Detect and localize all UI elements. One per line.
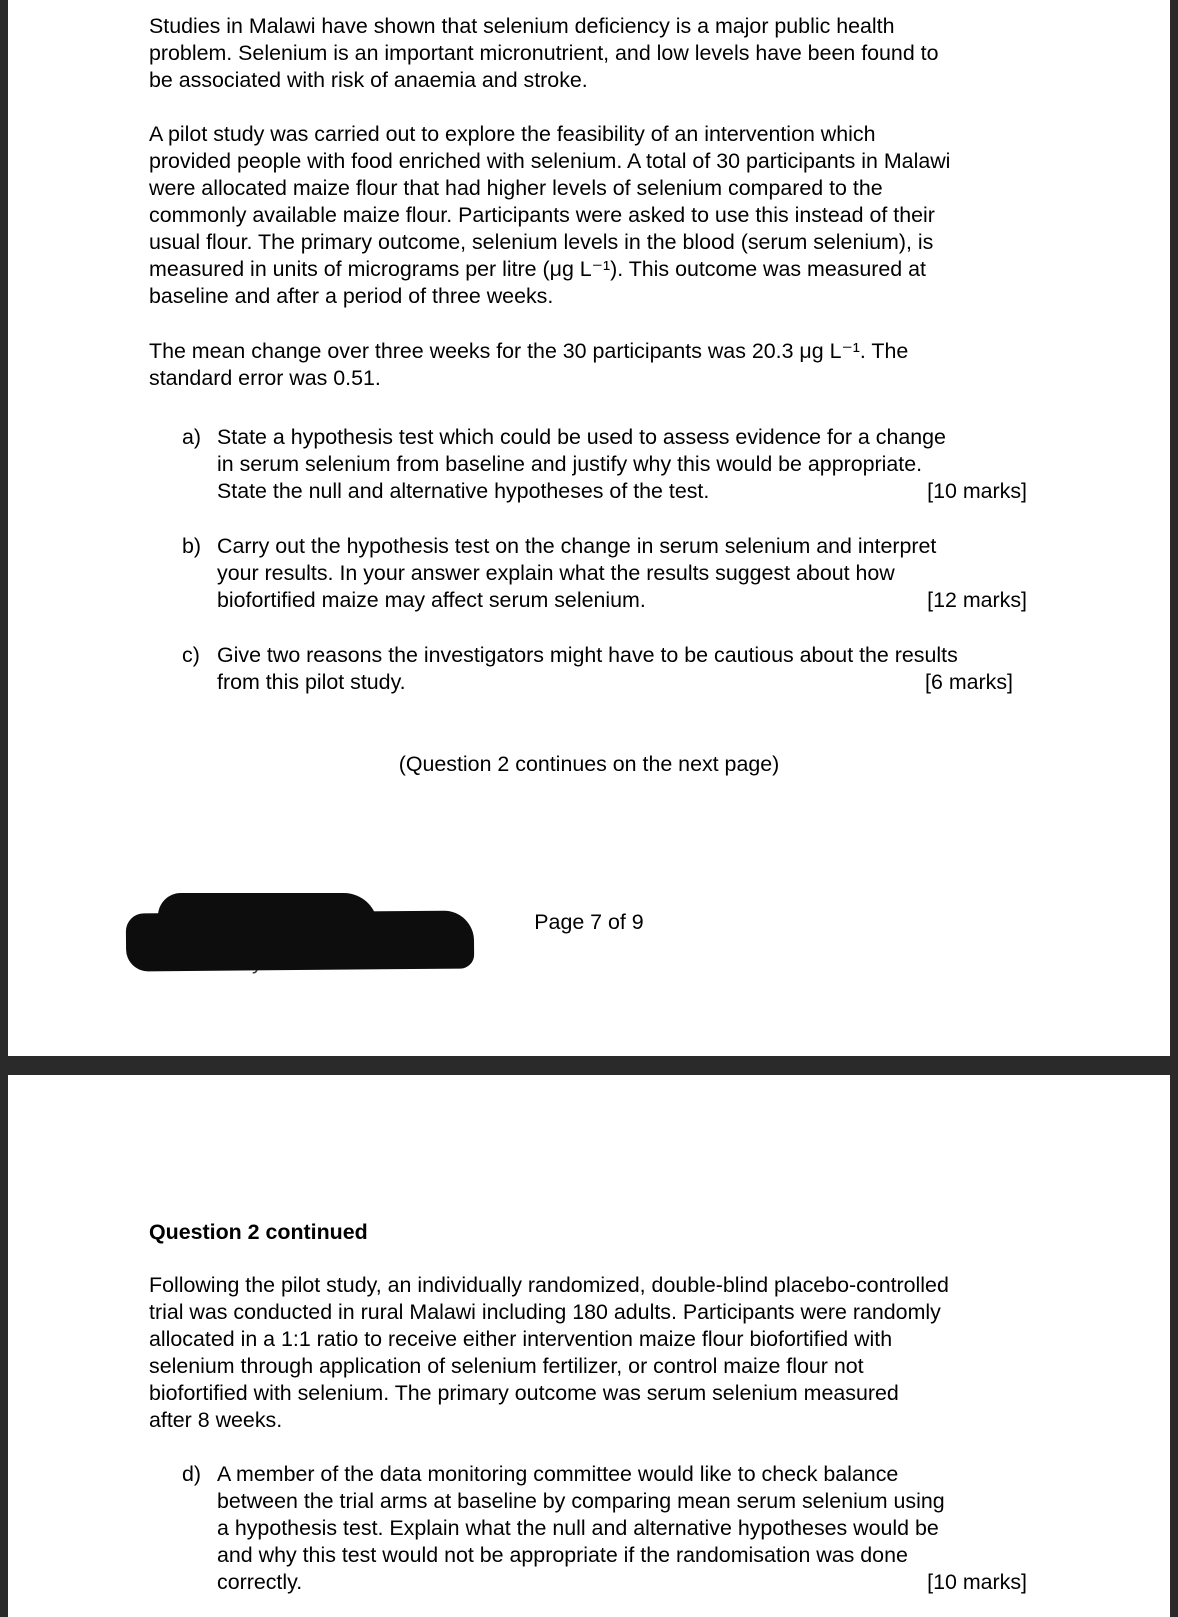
continues-note: (Question 2 continues on the next page) [398,752,780,776]
text-line: selenium through application of selenium fertilizer, or control maize flour not [149,1354,864,1378]
text-line: trial was conducted in rural Malawi including 180 adults. Participants were randomly [149,1300,941,1324]
text-line: A pilot study was carried out to explore the feasibility of an intervention which [149,122,876,146]
document-page-8 [8,1075,1170,1617]
text-line: usual flour. The primary outcome, selenium levels in the blood (serum selenium), is [149,230,934,254]
text-line [217,478,1047,505]
page-number: Page 7 of 9 [534,910,644,934]
text-line: were allocated maize flour that had higher levels of selenium compared to the [149,176,883,200]
question-letter: c) [182,643,200,667]
text-line: A member of the data monitoring committee would like to check balance [217,1462,899,1486]
text-line: The mean change over three weeks for the 30 participants was 20.3 μg L⁻¹. The [149,339,909,363]
text-line: be associated with risk of anaemia and stroke. [149,68,588,92]
redaction-mark [126,910,474,971]
text-line: Carry out the hypothesis test on the change in serum selenium and interpret [217,534,937,558]
text-line: State a hypothesis test which could be used to assess evidence for a change [217,425,946,449]
question-c [182,642,1042,696]
text-line: Studies in Malawi have shown that selenium deficiency is a major public health [149,14,895,38]
question-text: State the null and alternative hypotheses of the test. [217,479,710,503]
marks-label: [6 marks] [925,670,1013,694]
intro-paragraph [149,13,1049,94]
document-page-7 [8,0,1170,1056]
marks-label: [10 marks] [927,479,1027,503]
left-edge [0,0,8,1617]
page-gap [0,1056,1178,1075]
text-line: your results. In your answer explain what the results suggest about how [217,561,895,585]
text-line: and why this test would not be appropriate if the randomisation was done [217,1543,908,1567]
text-line: problem. Selenium is an important micronutrient, and low levels have been found to [149,41,939,65]
mean-change-paragraph [149,338,1049,392]
marks-label: [10 marks] [927,1570,1027,1594]
question-b [182,533,1042,614]
text-line: measured in units of micrograms per litre (μg L⁻¹). This outcome was measured at [149,257,926,281]
text-line: Give two reasons the investigators might have to be cautious about the results [217,643,958,667]
text-line: baseline and after a period of three weeks. [149,284,554,308]
question-letter: d) [182,1462,202,1486]
trial-paragraph [149,1272,1049,1434]
text-line: after 8 weeks. [149,1408,283,1432]
question-letter: a) [182,425,202,449]
text-line: provided people with food enriched with selenium. A total of 30 participants in Malawi [149,149,951,173]
text-line: a hypothesis test. Explain what the null and alternative hypotheses would be [217,1516,939,1540]
question-body [217,424,1047,505]
text-line: between the trial arms at baseline by comparing mean serum selenium using [217,1489,945,1513]
text-line [217,587,1047,614]
text-line: biofortified with selenium. The primary outcome was serum selenium measured [149,1381,899,1405]
marks-label: [12 marks] [927,588,1027,612]
question-text: correctly. [217,1570,303,1594]
question-body [217,1461,1047,1596]
question-letter: b) [182,534,202,558]
text-line: allocated in a 1:1 ratio to receive either intervention maize flour biofortified with [149,1327,893,1351]
question-body [217,642,1047,696]
section-heading: Question 2 continued [149,1220,368,1244]
question-body [217,533,1047,614]
text-line: commonly available maize flour. Participants were asked to use this instead of their [149,203,935,227]
question-d [182,1461,1042,1596]
text-line: standard error was 0.51. [149,366,381,390]
text-line [217,669,1047,696]
question-text: biofortified maize may affect serum selenium. [217,588,646,612]
text-line: in serum selenium from baseline and justify why this would be appropriate. [217,452,923,476]
question-text: from this pilot study. [217,670,406,694]
text-line [217,1569,1047,1596]
pilot-study-paragraph [149,121,1049,310]
text-line: Following the pilot study, an individually randomized, double-blind placebo-controlled [149,1273,949,1297]
question-a [182,424,1042,505]
